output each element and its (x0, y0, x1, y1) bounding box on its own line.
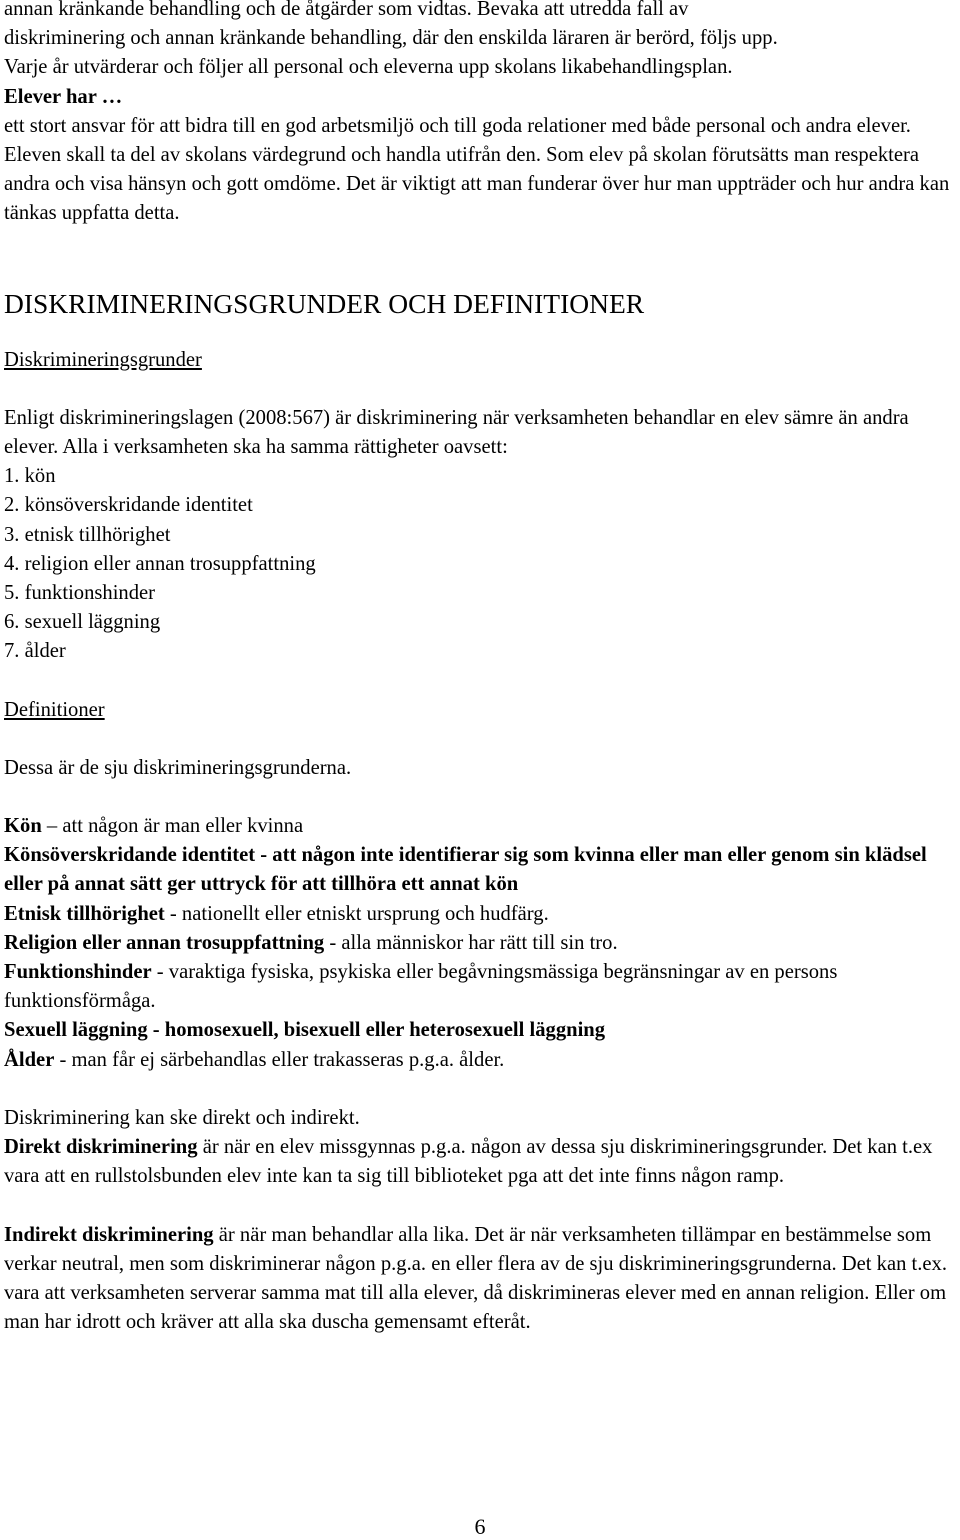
list-item: 2. könsöverskridande identitet (4, 494, 253, 517)
definition-text-bold: Könsöverskridande identitet - att någon inte identifierar sig som kvinna eller man eller genom sin klädsel eller på annat sätt ger uttryck för att tillhöra ett annat kön (4, 844, 927, 896)
spacer (4, 321, 958, 346)
definition-sexuell (4, 1016, 958, 1045)
definition-text: - alla människor har rätt till sin tro. (324, 931, 618, 954)
list-item: 1. kön (4, 465, 56, 488)
definition-kon (4, 812, 958, 841)
definition-term: Funktionshinder (4, 961, 152, 984)
grunder-heading: Diskrimineringsgrunder (4, 348, 202, 371)
elever-paragraph: ett stort ansvar för att bidra till en god arbetsmiljö och till goda relationer med både personal och andra elever. Eleven skall ta del av skolans värdegrund och handla utifrån den. Som elev på skolan förutsätts man respektera andra och visa hänsyn och gott omdöme. Det är viktigt att man funderar över hur man uppträder och hur andra kan tänkas uppfatta detta. (4, 114, 950, 225)
definition-term: Etnisk tillhörighet (4, 902, 165, 925)
list-item: 4. religion eller annan trosuppfattning (4, 552, 316, 575)
definition-term: Ålder (4, 1048, 55, 1071)
definition-text: - man får ej särbehandlas eller trakasseras p.g.a. ålder. (54, 1048, 505, 1071)
intro-line-3: Varje år utvärderar och följer all personal och eleverna upp skolans likabehandlingsplan. (4, 56, 733, 79)
definition-text: - varaktiga fysiska, psykiska eller begåvningsmässiga begränsningar av en persons funktionsförmåga. (4, 961, 838, 1013)
spacer (4, 783, 958, 812)
list-item: 5. funktionshinder (4, 582, 156, 605)
definition-alder (4, 1046, 958, 1075)
definitioner-intro: Dessa är de sju diskrimineringsgrunderna. (4, 756, 352, 779)
definition-funktionshinder (4, 958, 958, 1016)
list-item: 7. ålder (4, 640, 66, 663)
definition-religion (4, 929, 958, 958)
definition-term: Direkt diskriminering (4, 1136, 198, 1159)
definition-term: Kön (4, 815, 42, 838)
definition-text: är när en elev missgynnas p.g.a. någon av dessa sju diskrimineringsgrunder. Det kan t.ex vara att en rullstolsbunden elev inte kan ta sig till biblioteket pga att det inte finns någon ramp. (4, 1136, 933, 1188)
definition-text: – att någon är man eller kvinna (41, 815, 304, 838)
direkt-diskriminering (4, 1133, 958, 1191)
elever-heading-text: Elever har … (4, 85, 123, 108)
spacer (4, 229, 958, 287)
elever-heading (4, 83, 958, 112)
section-title: DISKRIMINERINGSGRUNDER OCH DEFINITIONER (4, 287, 645, 319)
spacer (4, 1075, 958, 1104)
spacer (4, 667, 958, 696)
spacer (4, 725, 958, 754)
definition-etnisk (4, 900, 958, 929)
definition-text-bold: Sexuell läggning - homosexuell, bisexuell eller heterosexuell läggning (4, 1019, 606, 1042)
spacer (4, 375, 958, 404)
page-number: 6 (474, 1514, 486, 1539)
grunder-list (4, 462, 958, 666)
indirekt-diskriminering (4, 1221, 958, 1338)
definition-term: Indirekt diskriminering (4, 1223, 214, 1246)
definitioner-heading: Definitioner (4, 698, 105, 721)
list-item: 6. sexuell läggning (4, 611, 161, 634)
document-page (4, 0, 958, 1337)
spacer (4, 1192, 958, 1221)
diskriminering-intro: Diskriminering kan ske direkt och indirekt. (4, 1106, 360, 1129)
grunder-paragraph: Enligt diskrimineringslagen (2008:567) är diskriminering när verksamheten behandlar en elev sämre än andra elever. Alla i verksamheten ska ha samma rättigheter oavsett: (4, 406, 909, 459)
definition-term: Religion eller annan trosuppfattning (4, 931, 325, 954)
definition-konsoverskridande (4, 841, 958, 899)
definition-text: - nationellt eller etniskt ursprung och hudfärg. (164, 902, 549, 925)
intro-line-1: annan kränkande behandling och de åtgärder som vidtas. Bevaka att utredda fall av (4, 0, 689, 20)
list-item: 3. etnisk tillhörighet (4, 523, 171, 546)
intro-line-2: diskriminering och annan kränkande behandling, där den enskilda läraren är berörd, följs upp. (4, 27, 778, 50)
definition-text: är när man behandlar alla lika. Det är när verksamheten tillämpar en bestämmelse som verkar neutral, men som diskriminerar någon p.g.a. en eller flera av de sju diskrimineringsgrunderna. Det kan t.ex. vara att verksamheten serverar samma mat till alla elever, då diskrimineras elever med en annan religion. Eller om man har idrott och kräver att alla ska duscha gemensamt efteråt. (4, 1223, 947, 1334)
